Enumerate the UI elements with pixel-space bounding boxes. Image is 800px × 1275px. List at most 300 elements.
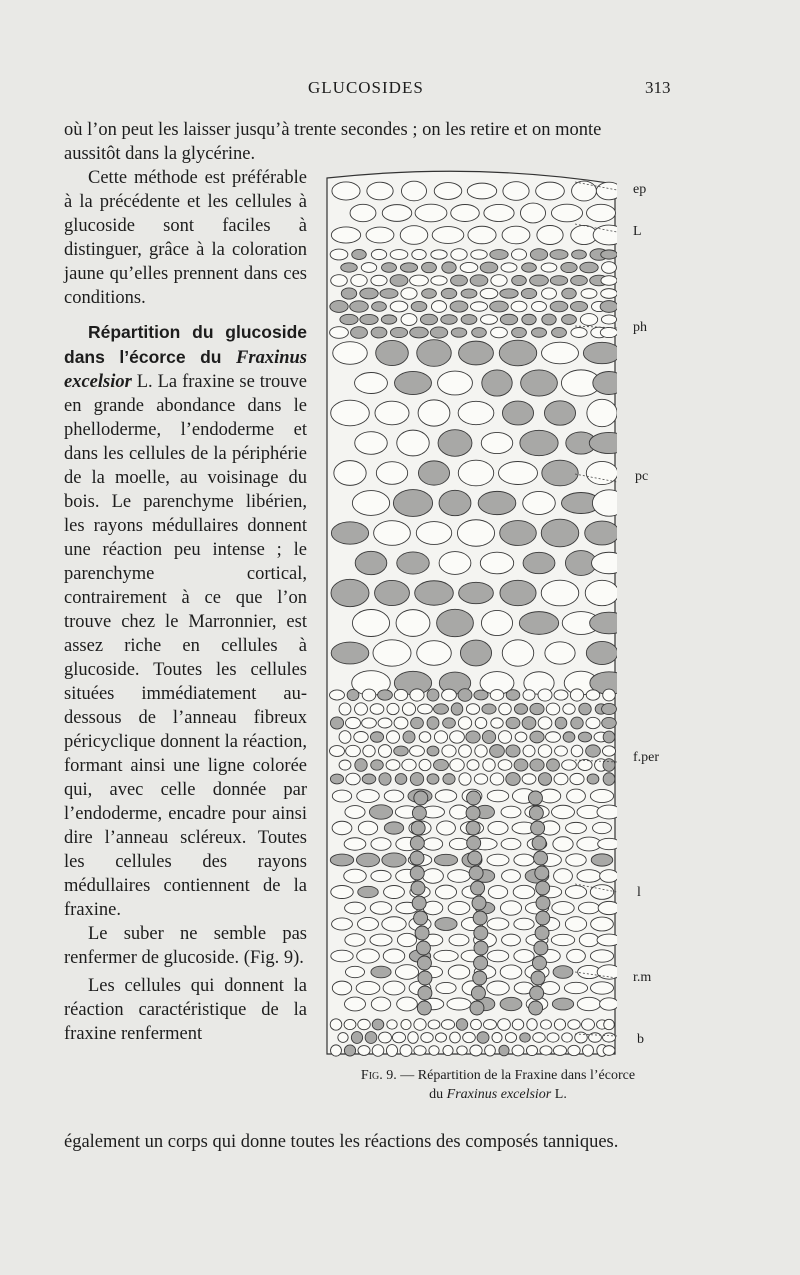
liber-cell	[567, 789, 586, 803]
liber-cell	[598, 838, 617, 849]
phelloderm-cell	[451, 249, 467, 261]
phelloderm-cell	[461, 289, 477, 298]
caption-prefix: Fig. 9.	[360, 1068, 397, 1083]
medullary-ray-cell	[469, 866, 483, 880]
phelloderm-cell	[351, 275, 367, 287]
epidermis-cell	[382, 205, 412, 222]
liber-cell	[500, 901, 521, 915]
phelloderm-cell	[330, 327, 349, 339]
liber-cell	[371, 966, 391, 978]
pericycle-fiber-cell	[458, 689, 472, 702]
phelloderm-cell	[401, 314, 417, 326]
bark-section-illustration	[325, 168, 617, 1058]
phelloderm-cell	[422, 262, 437, 272]
cortical-cell	[585, 580, 617, 605]
cortical-cell	[373, 640, 411, 666]
liber-cell	[357, 790, 380, 803]
pericycle-fiber-cell	[378, 745, 391, 758]
phelloderm-cell	[390, 275, 408, 287]
phelloderm-cell	[390, 327, 407, 337]
cortical-cell	[481, 432, 512, 453]
pericycle-fiber-cell	[482, 731, 495, 744]
intro-line-2: aussitôt dans la glycérine.	[64, 144, 256, 164]
liber-cell	[358, 917, 379, 930]
epidermis-cell	[432, 227, 464, 244]
liber-cell	[487, 854, 509, 866]
liber-cell	[514, 918, 534, 930]
phelloderm-cell	[381, 315, 396, 324]
cortical-cell	[415, 581, 454, 606]
phelloderm-cell	[522, 263, 537, 272]
cortical-cell	[416, 522, 451, 545]
liber-cell	[331, 886, 353, 899]
phelloderm-cell	[451, 328, 466, 337]
cortical-cell	[334, 461, 366, 486]
phelloderm-cell	[341, 288, 356, 299]
pericycle-fiber-cell	[522, 717, 536, 730]
wood-cell	[435, 1033, 446, 1042]
medullary-ray-cell	[411, 821, 425, 835]
epidermis-cell	[434, 183, 462, 200]
label-b: b	[637, 1032, 644, 1047]
pericycle-fiber-cell	[514, 704, 527, 715]
phelloderm-cell	[552, 327, 567, 337]
wood-cell	[512, 1045, 524, 1056]
pericycle-fiber-cell	[522, 774, 536, 784]
wood-cell	[568, 1045, 580, 1055]
wood-cell	[401, 1019, 411, 1029]
final-line: également un corps qui donne toutes les réactions des composés tanniques.	[64, 1132, 619, 1152]
epidermis-cell	[401, 181, 426, 201]
liber-cell	[395, 965, 418, 980]
liber-cell	[423, 869, 444, 884]
medullary-ray-cell	[474, 926, 488, 940]
pericycle-fiber-cell	[434, 759, 449, 770]
wood-cell	[547, 1033, 559, 1042]
epidermis-cell	[468, 226, 496, 244]
liber-cell	[344, 838, 366, 850]
wood-cell	[477, 1032, 489, 1043]
cortical-cell	[459, 341, 494, 365]
cortical-cell	[376, 340, 409, 365]
pericycle-fiber-cell	[339, 703, 351, 715]
wood-cell	[429, 1046, 439, 1056]
medullary-ray-cell	[416, 941, 430, 955]
cortical-cell	[498, 461, 537, 484]
phelloderm-cell	[601, 276, 617, 286]
wood-cell	[562, 1033, 573, 1042]
caption-text: — Répartition de la Fraxine dans l’écorce	[396, 1068, 636, 1083]
liber-cell	[448, 901, 470, 914]
phelloderm-cell	[571, 275, 588, 285]
pericycle-fiber-cell	[395, 774, 407, 785]
medullary-ray-cell	[474, 956, 488, 970]
wood-cell	[365, 1032, 377, 1044]
wood-cell	[351, 1032, 362, 1044]
phelloderm-cell	[390, 250, 408, 260]
phelloderm-cell	[442, 262, 456, 273]
medullary-ray-cell	[470, 1001, 484, 1015]
liber-cell	[332, 821, 352, 834]
pericycle-fiber-cell	[339, 731, 351, 744]
pericycle-fiber-cell	[603, 773, 615, 786]
pericycle-fiber-cell	[346, 745, 361, 756]
phelloderm-cell	[512, 327, 527, 337]
cortical-cell	[331, 642, 369, 664]
wood-cell	[414, 1019, 426, 1031]
pericycle-fiber-cell	[506, 773, 520, 786]
pericycle-fiber-cell	[410, 689, 424, 701]
phelloderm-cell	[400, 263, 417, 272]
liber-cell	[513, 885, 535, 898]
phelloderm-cell	[410, 275, 429, 286]
section-heading-start: Répartition du glucoside dans l’écorce du	[64, 322, 307, 367]
pericycle-fiber-cell	[490, 690, 504, 701]
suber-paragraph: Le suber ne semble pas renfermer de glucoside. (Fig. 9).	[64, 924, 307, 968]
liber-cell	[357, 949, 380, 963]
pericycle-fiber-cell	[330, 717, 343, 729]
pericycle-fiber-cell	[419, 732, 431, 743]
phelloderm-cell	[361, 263, 376, 273]
pericycle-fiber-cell	[555, 717, 567, 729]
cortical-cell	[458, 460, 493, 486]
liber-cell	[577, 870, 601, 883]
medullary-ray-cell	[535, 926, 549, 940]
pericycle-fiber-cell	[458, 717, 471, 730]
pericycle-fiber-cell	[362, 774, 376, 784]
label-L: L	[633, 224, 642, 239]
medullary-ray-cell	[418, 986, 432, 1000]
medullary-ray-cell	[418, 971, 432, 985]
wood-cell	[344, 1019, 356, 1029]
pericycle-fiber-cell	[570, 689, 583, 701]
phelloderm-cell	[441, 288, 457, 298]
wood-cell	[485, 1045, 496, 1056]
liber-cell	[344, 869, 367, 883]
pericycle-fiber-cell	[579, 703, 591, 715]
liber-cell	[597, 934, 617, 946]
liber-cell	[345, 902, 366, 914]
cortical-cell	[438, 371, 473, 395]
phelloderm-cell	[580, 262, 598, 273]
phelloderm-cell	[501, 263, 517, 272]
cortical-cell	[355, 372, 388, 393]
cortical-cell	[437, 609, 474, 636]
intro-line-1: où l’on peut les laisser jusqu’à trente secondes ; on les retire et on monte	[64, 120, 602, 140]
pericycle-fiber-cell	[427, 717, 439, 729]
cortical-cell	[459, 582, 494, 603]
pericycle-fiber-cell	[387, 703, 399, 714]
wood-cell	[583, 1045, 594, 1056]
pericycle-fiber-cell	[578, 732, 591, 742]
cortical-cell	[397, 552, 429, 574]
cortical-cell	[352, 491, 389, 516]
phelloderm-cell	[471, 302, 488, 311]
phelloderm-cell	[521, 288, 536, 298]
method-paragraph: Cette méthode est préférable à la précédente et les cellules à glucoside sont faciles à distinguer, grâce à la coloration jaune qu’elles prennent dans ces conditions.	[64, 168, 307, 308]
pericycle-fiber-cell	[571, 717, 583, 729]
cortical-cell	[520, 430, 558, 455]
liber-cell	[397, 997, 418, 1011]
pericycle-fiber-cell	[403, 731, 415, 743]
wood-cell	[499, 1045, 509, 1056]
medullary-ray-cell	[529, 1001, 543, 1015]
cortical-cell	[502, 401, 533, 425]
pericycle-fiber-cell	[555, 746, 568, 756]
label-l: l	[637, 885, 641, 900]
liber-cell	[356, 981, 380, 994]
liber-cell	[434, 854, 457, 865]
wood-cell	[505, 1033, 516, 1043]
medullary-ray-cell	[535, 866, 549, 880]
liber-cell	[514, 854, 534, 866]
epidermis-cell	[467, 183, 496, 199]
cortical-cell	[374, 521, 411, 546]
liber-cell	[488, 821, 508, 834]
pericycle-fiber-cell	[474, 690, 488, 700]
phelloderm-cell	[431, 250, 447, 259]
medullary-ray-cell	[471, 986, 485, 1000]
wood-cell	[414, 1046, 426, 1056]
pericycle-fiber-cell	[434, 704, 449, 714]
pericycle-fiber-cell	[530, 703, 544, 714]
pericycle-fiber-cell	[330, 690, 345, 700]
pericycle-fiber-cell	[355, 703, 368, 715]
cortical-cell	[418, 400, 450, 426]
pericycle-fiber-cell	[378, 718, 392, 728]
liber-cell	[397, 933, 416, 946]
phelloderm-cell	[532, 301, 547, 311]
pericycle-fiber-cell	[427, 746, 439, 756]
liber-cell	[487, 918, 509, 930]
pericycle-fiber-cell	[362, 689, 376, 701]
medullary-ray-cell	[531, 971, 545, 985]
liber-cell	[590, 950, 613, 962]
phelloderm-cell	[360, 288, 378, 299]
wood-cell	[471, 1019, 482, 1029]
phelloderm-cell	[360, 314, 378, 324]
liber-cell	[448, 870, 471, 883]
phelloderm-cell	[430, 327, 447, 338]
epidermis-cell	[520, 203, 545, 223]
phelloderm-cell	[330, 249, 348, 260]
wood-cell	[603, 1046, 615, 1056]
section-heading-author: L.	[131, 372, 153, 392]
pericycle-fiber-cell	[330, 774, 343, 784]
liber-cell	[447, 998, 471, 1010]
cortical-cell	[500, 521, 537, 546]
phelloderm-cell	[602, 262, 617, 274]
liber-cell	[331, 950, 353, 962]
phelloderm-cell	[531, 328, 546, 338]
pericycle-fiber-cell	[562, 760, 577, 770]
liber-cell	[435, 918, 457, 931]
liber-cell	[382, 853, 406, 867]
liber-cell	[590, 789, 613, 802]
pericycle-fiber-cell	[371, 760, 384, 770]
wood-cell	[387, 1020, 397, 1029]
cortical-cell	[439, 552, 471, 575]
phelloderm-cell	[511, 301, 527, 312]
pericycle-fiber-cell	[450, 759, 465, 772]
pericycle-fiber-cell	[546, 732, 561, 743]
phelloderm-cell	[352, 249, 367, 259]
medullary-ray-cell	[410, 836, 424, 850]
liber-cell	[593, 822, 612, 833]
liber-cell	[501, 838, 521, 849]
phelloderm-cell	[550, 250, 568, 260]
medullary-ray-cell	[534, 941, 548, 955]
medullary-ray-cell	[466, 806, 480, 820]
medullary-ray-cell	[528, 791, 542, 805]
phelloderm-cell	[530, 275, 549, 286]
pericycle-fiber-cell	[538, 773, 551, 786]
phelloderm-cell	[490, 301, 509, 312]
phelloderm-cell	[490, 250, 508, 260]
pericycle-fiber-cell	[427, 774, 439, 784]
medullary-ray-cell	[472, 896, 486, 910]
section-heading-genus: Fraxinus excelsior	[64, 348, 307, 392]
phelloderm-cell	[371, 249, 386, 259]
pericycle-fiber-cell	[530, 759, 544, 771]
cortical-cell	[331, 522, 368, 544]
pericycle-fiber-cell	[554, 773, 568, 785]
pericycle-fiber-cell	[586, 690, 600, 700]
medullary-ray-cell	[412, 896, 426, 910]
cortical-cell	[439, 490, 471, 515]
liber-cell	[590, 885, 613, 900]
phelloderm-cell	[371, 275, 387, 286]
pericycle-fiber-cell	[443, 774, 455, 785]
liber-cell	[435, 790, 456, 803]
liber-cell	[384, 790, 403, 802]
phelloderm-cell	[542, 288, 557, 299]
wood-cell	[512, 1019, 523, 1030]
liber-cell	[383, 949, 405, 963]
wood-cell	[540, 1046, 552, 1055]
pericycle-fiber-cell	[410, 746, 425, 757]
pericycle-fiber-cell	[603, 731, 615, 743]
pericycle-fiber-cell	[370, 732, 383, 743]
phelloderm-cell	[460, 262, 478, 272]
phelloderm-cell	[481, 315, 498, 325]
medullary-ray-cell	[417, 1001, 431, 1015]
phelloderm-cell	[472, 328, 487, 338]
liber-cell	[384, 886, 405, 899]
medullary-ray-cell	[473, 911, 487, 925]
medullary-ray-cell	[471, 881, 485, 895]
pericycle-fiber-cell	[378, 690, 393, 700]
medullary-ray-cell	[466, 821, 480, 835]
liber-cell	[435, 885, 456, 899]
phelloderm-cell	[542, 314, 556, 325]
pericycle-fiber-cell	[490, 773, 504, 785]
liber-cell	[501, 806, 521, 818]
liber-cell	[345, 806, 365, 819]
liber-cell	[345, 966, 364, 977]
phelloderm-cell	[431, 301, 446, 313]
cortical-cell	[417, 641, 452, 666]
page-number: 313	[645, 78, 671, 97]
pericycle-fiber-cell	[554, 690, 568, 700]
liber-cell	[370, 934, 392, 946]
liber-cell	[591, 917, 614, 931]
caption-line2-pre: du	[429, 1087, 447, 1102]
cortical-cell	[418, 461, 449, 485]
pericycle-fiber-cell	[498, 760, 512, 771]
caption-line2-post: L.	[551, 1087, 567, 1102]
cortical-cell	[583, 342, 617, 363]
liber-cell	[437, 821, 456, 835]
figure-caption	[318, 1066, 678, 1104]
wood-cell	[541, 1020, 552, 1029]
liber-cell	[567, 949, 586, 962]
pericycle-fiber-cell	[515, 732, 527, 742]
wood-cell	[568, 1020, 580, 1030]
cortical-cell	[460, 640, 491, 666]
pericycle-fiber-cell	[419, 759, 431, 770]
pericycle-fiber-cell	[506, 745, 520, 757]
cortical-cell	[542, 342, 579, 364]
caption-species: Fraxinus excelsior	[446, 1087, 552, 1102]
phelloderm-cell	[401, 288, 417, 300]
phelloderm-cell	[562, 315, 577, 325]
section-body: La fraxine se trouve en grande abondance dans le phelloderme, l’endoderme et dans les cellules de la périphérie de la moelle, au voisinage du bois. Le parenchyme libérien, les rayons médullaires donnent une réaction peu intense ; le parenchyme cortical, contrairement à ce que l’on trouve chez le Marronnier, est assez riche en cellules à glucoside. Toutes les cellules situées immédiatement au-dessous de l’anneau fibreux péricyclique donnent la réaction, formant ainsi une ligne colorée qui, avec celle donnée par l’endoderme, encadre pour ainsi dire l’anneau scléreux. Toutes les cellules des rayons médullaires contiennent de la fraxine.	[64, 372, 307, 920]
liber-cell	[597, 965, 617, 979]
phelloderm-cell	[330, 301, 348, 313]
label-ph: ph	[633, 320, 647, 335]
phelloderm-cell	[420, 314, 437, 325]
phelloderm-cell	[511, 249, 526, 260]
medullary-ray-cell	[467, 791, 481, 805]
liber-cell	[448, 965, 469, 979]
pericycle-fiber-cell	[547, 759, 560, 771]
pericycle-fiber-cell	[546, 703, 559, 715]
cortical-cell	[542, 460, 578, 486]
wood-cell	[527, 1019, 537, 1031]
cortical-cell	[458, 401, 494, 424]
liber-cell	[564, 982, 587, 993]
phelloderm-cell	[550, 301, 568, 312]
phelloderm-cell	[570, 301, 587, 311]
phelloderm-cell	[450, 301, 468, 312]
wood-cell	[331, 1045, 342, 1056]
pericycle-fiber-cell	[410, 773, 423, 786]
liber-cell	[565, 917, 586, 932]
wood-cell	[492, 1032, 502, 1042]
cortical-cell	[438, 430, 472, 457]
phelloderm-cell	[380, 289, 398, 299]
phelloderm-cell	[491, 275, 507, 287]
liber-cell	[502, 870, 521, 883]
cortical-cell	[355, 432, 388, 455]
phelloderm-cell	[562, 288, 577, 299]
liber-cell	[488, 886, 507, 899]
medullary-ray-cell	[536, 881, 550, 895]
wood-cell	[392, 1032, 405, 1043]
phelloderm-cell	[500, 314, 517, 325]
phelloderm-cell	[601, 250, 617, 259]
pericycle-fiber-cell	[330, 746, 345, 757]
wood-cell	[457, 1046, 467, 1055]
wood-cell	[379, 1032, 392, 1043]
phelloderm-cell	[480, 262, 498, 273]
phelloderm-cell	[601, 289, 617, 299]
medullary-ray-cell	[415, 926, 429, 940]
liber-cell	[500, 965, 522, 979]
liber-cell	[551, 934, 574, 945]
cortical-cell	[523, 491, 556, 514]
